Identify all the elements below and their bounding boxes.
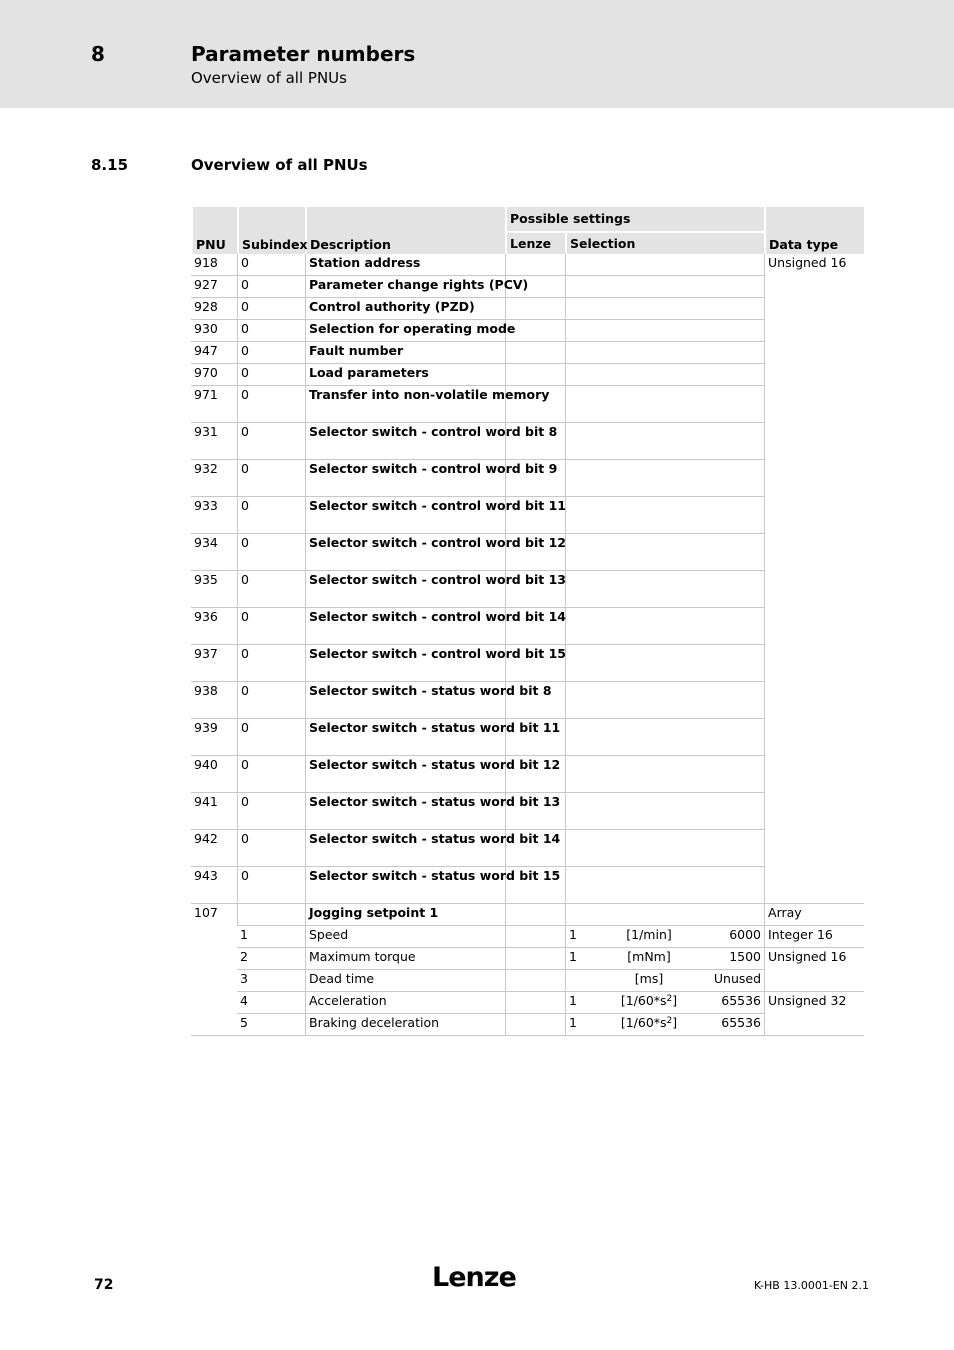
pnu-cell: 928 <box>191 298 237 320</box>
subindex-cell: 0 <box>237 254 305 276</box>
description-cell: Selection for operating mode <box>305 320 505 342</box>
description-cell: Selector switch - control word bit 13 <box>305 571 505 608</box>
selection-cell <box>565 645 764 682</box>
selection-cell <box>565 298 764 320</box>
selection-max: Unused <box>713 971 762 986</box>
pnu-cell: 939 <box>191 719 237 756</box>
description-cell: Jogging setpoint 1 <box>305 904 505 926</box>
selection-cell <box>565 320 764 342</box>
selection-cell <box>565 948 764 970</box>
selection-cell <box>565 571 764 608</box>
selection-min: 1 <box>569 993 577 1008</box>
lenze-cell <box>505 342 565 364</box>
table-row <box>191 830 864 867</box>
table-row <box>191 254 864 276</box>
chapter-number: 8 <box>91 42 105 66</box>
selection-unit: [ms] <box>634 971 664 986</box>
table-row <box>191 992 864 1014</box>
pnu-cell: 943 <box>191 867 237 904</box>
subindex-cell: 4 <box>237 992 305 1014</box>
description-cell: Selector switch - status word bit 14 <box>305 830 505 867</box>
data-type-cell: Unsigned 32 <box>764 992 864 1036</box>
data-type-cell: Unsigned 16 <box>764 948 864 992</box>
table-row <box>191 460 864 497</box>
selection-cell <box>565 254 764 276</box>
table-row <box>191 608 864 645</box>
page-number: 72 <box>94 1277 114 1293</box>
subindex-cell: 0 <box>237 342 305 364</box>
selection-cell <box>565 682 764 719</box>
selection-unit: $[1/60*s^2]$ <box>620 993 678 1008</box>
selection-cell <box>565 364 764 386</box>
pnu-cell: 947 <box>191 342 237 364</box>
subindex-cell: 0 <box>237 423 305 460</box>
subindex-cell: 3 <box>237 970 305 992</box>
table-row <box>191 342 864 364</box>
pnu-cell: 933 <box>191 497 237 534</box>
pnu-table <box>191 207 864 1036</box>
description-cell: Selector switch - control word bit 11 <box>305 497 505 534</box>
selection-cell <box>565 276 764 298</box>
header-subindex: Subindex <box>237 207 305 254</box>
description-cell: Selector switch - control word bit 9 <box>305 460 505 497</box>
subindex-cell: 0 <box>237 534 305 571</box>
header-lenze: Lenze <box>505 233 565 254</box>
description-cell: Parameter change rights (PCV) <box>305 276 505 298</box>
description-cell: Selector switch - control word bit 12 <box>305 534 505 571</box>
section-number: 8.15 <box>91 156 129 174</box>
header-data-type: Data type <box>764 207 864 254</box>
lenze-cell <box>505 970 565 992</box>
table-row <box>191 756 864 793</box>
chapter-subtitle: Overview of all PNUs <box>191 69 347 87</box>
selection-cell <box>565 992 764 1014</box>
pnu-cell: 941 <box>191 793 237 830</box>
table-row <box>191 970 864 992</box>
description-cell: Transfer into non-volatile memory <box>305 386 505 423</box>
description-cell: Braking deceleration <box>305 1014 505 1036</box>
table-row <box>191 534 864 571</box>
header-selection: Selection <box>565 233 764 254</box>
header-possible-settings: Possible settings <box>505 207 764 233</box>
subindex-cell: 0 <box>237 386 305 423</box>
selection-min: 1 <box>569 949 577 964</box>
subindex-cell: 0 <box>237 571 305 608</box>
selection-cell <box>565 460 764 497</box>
description-cell: Selector switch - control word bit 14 <box>305 608 505 645</box>
description-cell: Station address <box>305 254 505 276</box>
description-cell: Load parameters <box>305 364 505 386</box>
table-row <box>191 1014 864 1036</box>
subindex-cell <box>237 904 305 926</box>
header-pnu: PNU <box>191 207 237 254</box>
lenze-cell <box>505 298 565 320</box>
table-row <box>191 682 864 719</box>
pnu-cell: 918 <box>191 254 237 276</box>
pnu-cell: 932 <box>191 460 237 497</box>
selection-unit: [mNm] <box>627 949 671 964</box>
pnu-cell: 930 <box>191 320 237 342</box>
selection-cell <box>565 793 764 830</box>
subindex-cell: 0 <box>237 497 305 534</box>
description-cell: Maximum torque <box>305 948 505 970</box>
subindex-cell: 0 <box>237 793 305 830</box>
table-row <box>191 423 864 460</box>
description-cell: Control authority (PZD) <box>305 298 505 320</box>
table-row <box>191 298 864 320</box>
header-description: Description <box>305 207 505 254</box>
subindex-cell: 0 <box>237 756 305 793</box>
table-row <box>191 276 864 298</box>
subindex-cell: 0 <box>237 830 305 867</box>
pnu-cell: 936 <box>191 608 237 645</box>
selection-max: 6000 <box>729 927 762 942</box>
pnu-cell: 938 <box>191 682 237 719</box>
table-row <box>191 320 864 342</box>
table-row-jog <box>191 904 864 926</box>
selection-cell <box>565 386 764 423</box>
table-row <box>191 386 864 423</box>
selection-cell <box>565 497 764 534</box>
pnu-cell: 934 <box>191 534 237 571</box>
subindex-cell: 0 <box>237 608 305 645</box>
subindex-cell: 0 <box>237 719 305 756</box>
pnu-cell: 931 <box>191 423 237 460</box>
description-cell: Selector switch - status word bit 8 <box>305 682 505 719</box>
subindex-cell: 0 <box>237 276 305 298</box>
subindex-cell: 0 <box>237 320 305 342</box>
pnu-cell: 937 <box>191 645 237 682</box>
table-row <box>191 719 864 756</box>
description-cell: Selector switch - status word bit 13 <box>305 793 505 830</box>
description-cell: Fault number <box>305 342 505 364</box>
subindex-cell: 0 <box>237 645 305 682</box>
selection-max: 65536 <box>721 993 762 1008</box>
pnu-cell: 935 <box>191 571 237 608</box>
selection-cell <box>565 423 764 460</box>
section-title: Overview of all PNUs <box>191 156 368 174</box>
description-cell: Selector switch - control word bit 15 <box>305 645 505 682</box>
table-row <box>191 497 864 534</box>
page-header <box>0 0 954 108</box>
data-type-cell: Unsigned 16 <box>764 254 864 904</box>
selection-unit: $[1/60*s^2]$ <box>620 1015 678 1030</box>
selection-cell <box>565 719 764 756</box>
table-row <box>191 571 864 608</box>
subindex-cell: 1 <box>237 926 305 948</box>
selection-cell <box>565 830 764 867</box>
selection-cell <box>565 926 764 948</box>
subindex-cell: 0 <box>237 298 305 320</box>
pnu-cell: 940 <box>191 756 237 793</box>
table-row <box>191 645 864 682</box>
lenze-cell <box>505 1014 565 1036</box>
selection-cell <box>565 608 764 645</box>
subindex-cell: 0 <box>237 460 305 497</box>
selection-min: 1 <box>569 927 577 942</box>
table-row <box>191 867 864 904</box>
pnu-cell: 942 <box>191 830 237 867</box>
description-cell: Selector switch - control word bit 8 <box>305 423 505 460</box>
pnu-cell: 927 <box>191 276 237 298</box>
selection-cell <box>565 1014 764 1036</box>
table-row <box>191 926 864 948</box>
document-id: K-HB 13.0001-EN 2.1 <box>754 1279 869 1292</box>
data-type-cell: Integer 16 <box>764 926 864 948</box>
subindex-cell: 0 <box>237 682 305 719</box>
description-cell: Acceleration <box>305 992 505 1014</box>
table-row <box>191 364 864 386</box>
subindex-cell: 0 <box>237 867 305 904</box>
selection-cell <box>565 867 764 904</box>
selection-max: 65536 <box>721 1015 762 1030</box>
data-type-cell: Array <box>764 904 864 926</box>
description-cell: Dead time <box>305 970 505 992</box>
selection-cell <box>565 534 764 571</box>
lenze-cell <box>505 254 565 276</box>
table-row <box>191 948 864 970</box>
lenze-logo: Lenze <box>432 1262 516 1293</box>
pnu-cell: 970 <box>191 364 237 386</box>
selection-min: 1 <box>569 1015 577 1030</box>
selection-unit: [1/min] <box>626 927 672 942</box>
selection-cell <box>565 970 764 992</box>
description-cell: Selector switch - status word bit 12 <box>305 756 505 793</box>
selection-max: 1500 <box>729 949 762 964</box>
lenze-cell <box>505 992 565 1014</box>
selection-cell <box>565 756 764 793</box>
subindex-cell: 2 <box>237 948 305 970</box>
pnu-cell: 971 <box>191 386 237 423</box>
subindex-cell: 5 <box>237 1014 305 1036</box>
chapter-title: Parameter numbers <box>191 42 416 66</box>
lenze-cell <box>505 904 565 926</box>
description-cell: Speed <box>305 926 505 948</box>
description-cell: Selector switch - status word bit 15 <box>305 867 505 904</box>
lenze-cell <box>505 926 565 948</box>
lenze-cell <box>505 364 565 386</box>
subindex-cell: 0 <box>237 364 305 386</box>
selection-cell <box>565 342 764 364</box>
lenze-cell <box>505 948 565 970</box>
table-row <box>191 793 864 830</box>
description-cell: Selector switch - status word bit 11 <box>305 719 505 756</box>
selection-cell <box>565 904 764 926</box>
pnu-cell: 107 <box>191 904 237 1036</box>
